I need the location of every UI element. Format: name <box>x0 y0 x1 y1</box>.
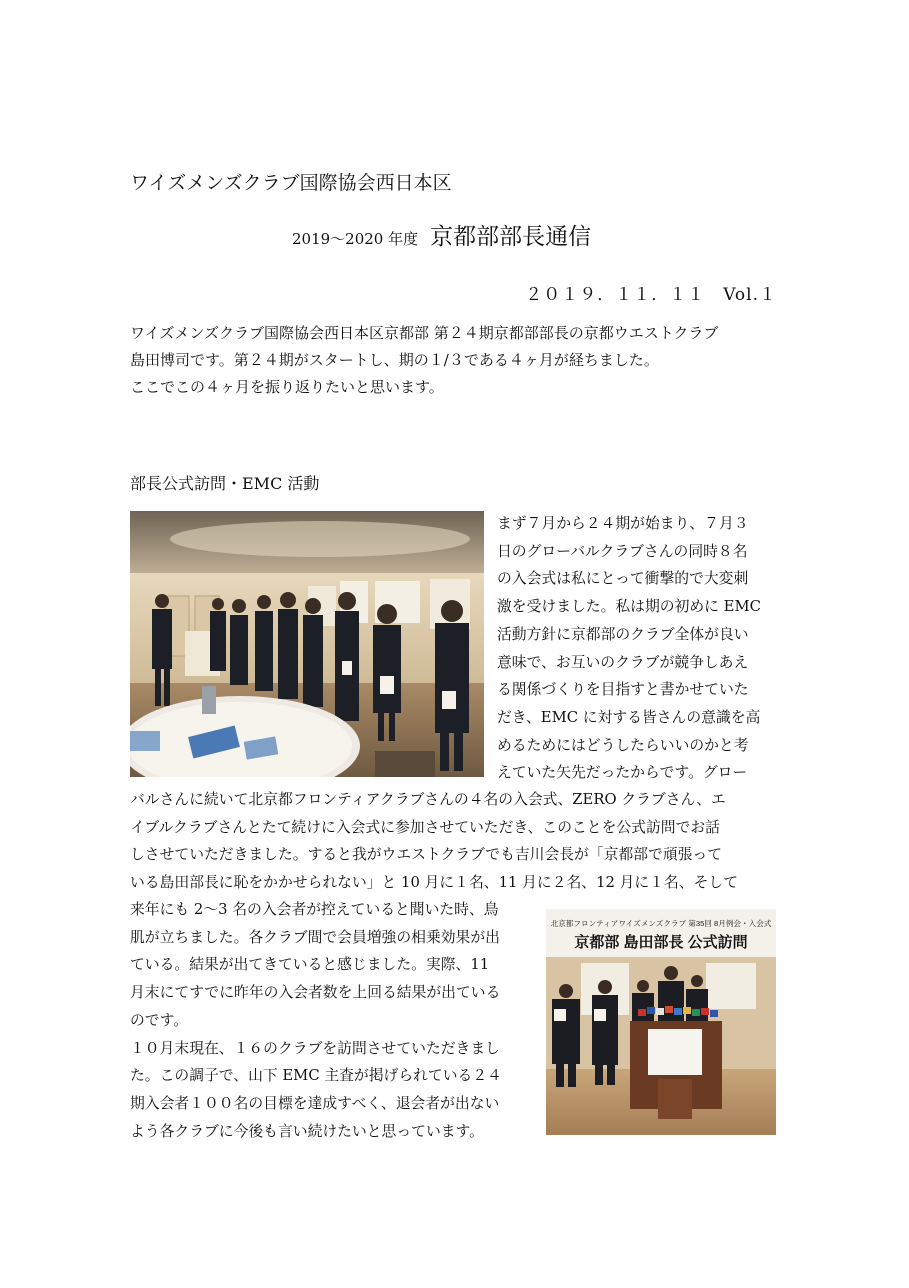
body-line: まず７月から２４期が始まり、７月３ <box>497 515 749 532</box>
body-line: 肌が立ちました。各クラブ間で会員増強の相乗効果が出 <box>130 928 500 946</box>
body-line: 期入会者１００名の目標を達成すべく、退会者が出ない <box>130 1094 500 1112</box>
organization-name: ワイズメンズクラブ国際協会西日本区 <box>130 172 452 194</box>
body-text-left <box>130 896 502 1145</box>
body-line: 日のグローバルクラブさんの同時８名 <box>497 542 748 560</box>
section-heading: 部長公式訪問・EMC 活動 <box>130 474 320 493</box>
banner-main-text: 京都部 島田部長 公式訪問 <box>574 934 748 951</box>
intro-line: ワイズメンズクラブ国際協会西日本区京都部 第２４期京都部部長の京都ウエストクラブ <box>130 324 719 342</box>
banner-small-text: 北京都フロンティアワイズメンズクラブ 第35回 8月例会・入会式 <box>550 919 772 928</box>
body-line: いる島田部長に恥をかかせられない」と 10 月に１名、11 月に２名、12 月に１名、そして <box>130 874 738 892</box>
body-line: 来年にも 2〜3 名の入会者が控えていると聞いた時、鳥 <box>130 901 499 918</box>
body-line: る関係づくりを目指すと書かせていた <box>497 681 749 699</box>
body-line: めるためにはどうしたらいいのかと考 <box>497 736 749 754</box>
intro-line: ここでこの４ヶ月を振り返りたいと思います。 <box>130 378 444 396</box>
newsletter-title: 京都部部長通信 <box>430 224 592 250</box>
photo-official-visit <box>546 909 776 1135</box>
body-line: 意味で、お互いのクラブが競争しあえ <box>497 653 749 671</box>
body-text-full <box>130 786 738 897</box>
body-text-right <box>497 510 761 787</box>
body-line: １０月末現在、１６のクラブを訪問させていただきまし <box>130 1039 500 1057</box>
intro-line: 島田博司です。第２４期がスタートし、期の１/３である４ヶ月が経ちました。 <box>130 351 659 369</box>
photo-induction-ceremony <box>130 511 484 777</box>
body-line: だき、EMC に対する皆さんの意識を高 <box>497 708 761 726</box>
body-line: 活動方針に京都部のクラブ全体が良い <box>497 625 749 643</box>
body-line: 激を受けました。私は期の初めに EMC <box>497 598 761 616</box>
body-line: よう各クラブに今後も言い続けたいと思っています。 <box>130 1122 484 1140</box>
intro-paragraph <box>130 320 780 401</box>
body-line: バルさんに続いて北京都フロンティアクラブさんの４名の入会式、ZERO クラブさん、エ <box>130 791 726 808</box>
body-line: しさせていただきました。すると我がウエストクラブでも吉川会長が「京都部で頑張って <box>130 846 723 864</box>
body-line: た。この調子で、山下 EMC 主査が掲げられている２４ <box>130 1067 502 1085</box>
body-line: えていた矢先だったからです。グロー <box>497 764 748 782</box>
body-line: のです。 <box>130 1011 189 1029</box>
body-line: ている。結果が出てきていると感じました。実際、11 <box>130 956 490 974</box>
fiscal-year: 2019〜2020 年度 <box>292 230 419 248</box>
date-volume: ２０１９．１１．１１ Vol.１ <box>525 285 777 305</box>
body-line: イブルクラブさんとたて続けに入会式に参加させていただき、このことを公式訪問でお話 <box>130 818 720 836</box>
title-line <box>292 218 591 251</box>
body-line: 月末にてすでに昨年の入会者数を上回る結果が出ている <box>130 984 501 1002</box>
body-line: の入会式は私にとって衝撃的で大変刺 <box>497 570 749 588</box>
